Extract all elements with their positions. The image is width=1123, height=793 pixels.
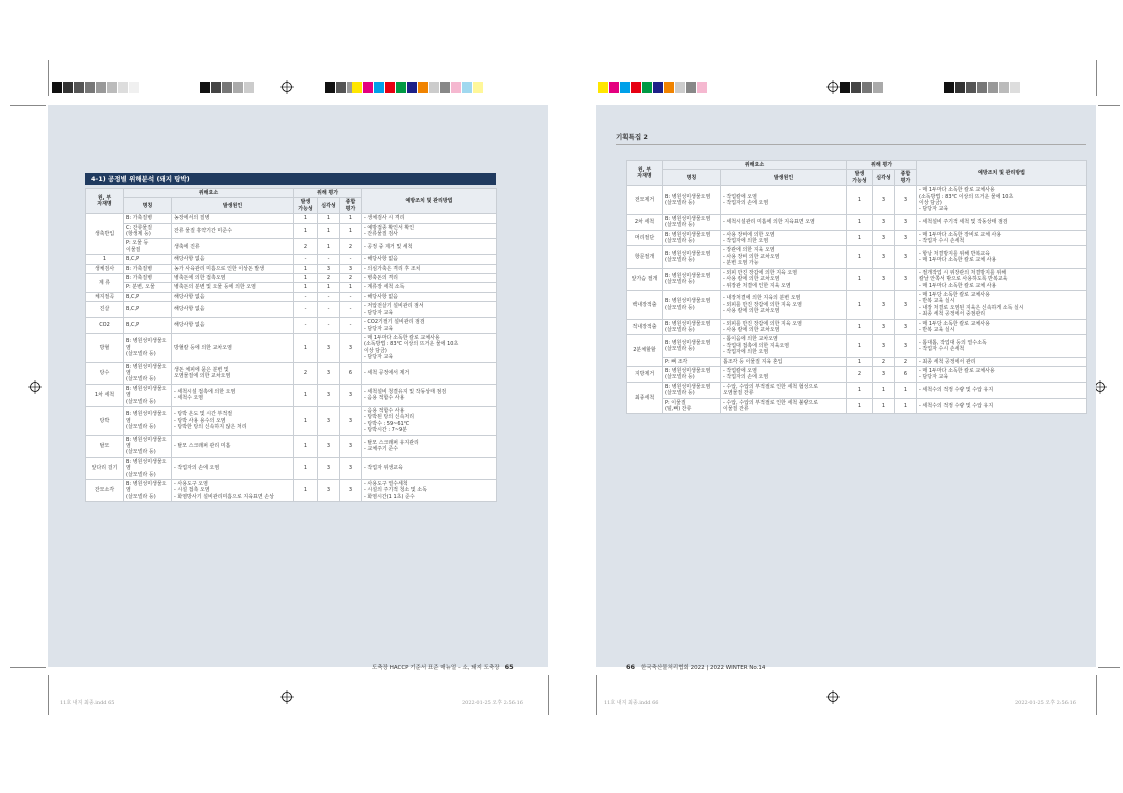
table-row xyxy=(86,264,497,273)
cell-control: - 세척설비 주기적 세척 및 작동상태 점검 xyxy=(917,214,1087,230)
registration-mark-icon xyxy=(826,80,840,94)
cell-control: - 세척수의 적정 수량 및 수압 유지 xyxy=(917,382,1087,398)
header-name: 명칭 xyxy=(663,170,721,186)
header-likelihood: 발생 가능성 xyxy=(294,198,318,214)
cell-severity: 3 xyxy=(318,384,340,406)
cell-process: 진살 xyxy=(86,302,124,318)
table-row xyxy=(86,406,497,435)
cell-likelihood: 1 xyxy=(294,480,318,502)
table-row xyxy=(86,292,497,301)
cell-likelihood: 1 xyxy=(294,283,318,292)
crop-mark xyxy=(548,675,549,715)
cell-control: - 매 1두마다 소독한 장비로 교체 사용 - 작업자 수시 손세척 xyxy=(917,230,1087,246)
cell-control: - 예방접종 확인서 확인 - 잔류물질 검사 xyxy=(362,223,497,239)
table-row xyxy=(86,480,497,502)
cell-likelihood: 1 xyxy=(294,214,318,223)
cell-total: 1 xyxy=(895,382,917,398)
cell-control: - 병축돈의 격리 xyxy=(362,274,497,283)
table-row xyxy=(627,214,1087,230)
cell-likelihood: 1 xyxy=(847,268,873,290)
header-control: 예방조치 및 관리방법 xyxy=(917,161,1087,186)
slug-left-file: 11호 내지 최종.indd 65 xyxy=(60,700,115,706)
cell-control: - 매 1두마다 소독한 칼로 교체사용 (소독방법 : 83℃ 이상의 뜨거운 물에 10초 이상 담금) - 담당자 교육 xyxy=(917,186,1087,215)
cell-severity: 3 xyxy=(318,406,340,435)
cell-control: - 해당사항 없음 xyxy=(362,292,497,301)
header-control: 예방조치 및 관리방법 xyxy=(362,189,497,214)
cell-total: 3 xyxy=(340,457,362,479)
header-eval-group: 위해 평가 xyxy=(294,189,362,198)
table-row xyxy=(86,435,497,457)
cell-total: 3 xyxy=(895,319,917,335)
cell-severity: 3 xyxy=(318,480,340,502)
cell-likelihood: 1 xyxy=(847,186,873,215)
cell-hazard-name: B: 병원성미생물오염 (살모넬라 등) xyxy=(124,384,172,406)
cell-hazard-name: B: 병원성미생물오염 (살모넬라 등) xyxy=(663,246,721,268)
cell-process: 머리절단 xyxy=(627,230,663,246)
cell-likelihood: 1 xyxy=(847,382,873,398)
table-row xyxy=(627,366,1087,382)
cell-hazard-name: B: 병원성미생물오염 (살모넬라 등) xyxy=(663,382,721,398)
cell-likelihood: 1 xyxy=(294,406,318,435)
slug-right-date: 2022-01-25 오후 2:56:16 xyxy=(1015,700,1076,706)
cell-severity: 3 xyxy=(873,214,895,230)
cell-hazard-name: P: 뼈 조각 xyxy=(663,357,721,366)
cell-process: 생체검사 xyxy=(86,264,124,273)
cell-cause: - 외피를 만진 장갑에 의한 지육 오염 - 사용 칼에 의한 교차오염 xyxy=(721,319,847,335)
cell-hazard-name: B: 병원성미생물오염 (살모넬라 등) xyxy=(124,435,172,457)
cell-total: - xyxy=(340,318,362,334)
table-row xyxy=(86,318,497,334)
cell-hazard-name: B: 가축질병 xyxy=(124,274,172,283)
cell-process: 최종세척 xyxy=(627,382,663,414)
cell-cause: 해당사항 없음 xyxy=(172,302,294,318)
cell-control: - 의심가축은 격리 후 조치 xyxy=(362,264,497,273)
cell-total: - xyxy=(340,255,362,264)
cell-total: 1 xyxy=(340,223,362,239)
cell-control: - 음용 적합수 사용 - 탕박된 탕의 신속처리 - 탕박수 : 59~61℃ - 탕박시간 : 7~9분 xyxy=(362,406,497,435)
cell-cause: 해당사항 없음 xyxy=(172,255,294,264)
cell-hazard-name: P: 분변, 오물 xyxy=(124,283,172,292)
cell-control: - 공정 중 제거 및 세척 xyxy=(362,239,497,255)
cell-process: 탈모 xyxy=(86,435,124,457)
cell-severity: 3 xyxy=(873,366,895,382)
header-process: 원, 부 자재명 xyxy=(627,161,663,186)
cell-likelihood: 2 xyxy=(847,366,873,382)
cell-total: 2 xyxy=(340,239,362,255)
cell-hazard-name: B: 병원성미생물오염 (살모넬라 등) xyxy=(663,290,721,319)
cell-likelihood: - xyxy=(294,318,318,334)
cell-total: 3 xyxy=(895,335,917,357)
cell-severity: - xyxy=(318,302,340,318)
table-row xyxy=(86,223,497,239)
cell-total: 3 xyxy=(340,435,362,457)
cell-process: 지방제거 xyxy=(627,366,663,382)
table-row xyxy=(627,246,1087,268)
cell-hazard-name: B,C,P xyxy=(124,318,172,334)
registration-mark-icon xyxy=(28,380,42,394)
cell-cause: - 작업칼에 오염 - 작업자의 손에 오염 xyxy=(721,186,847,215)
cell-likelihood: 1 xyxy=(847,398,873,414)
cell-likelihood: - xyxy=(294,255,318,264)
cell-control: - 사용도구 열수세척 - 시설의 주기적 청소 및 소독 - 화염시간(1 1초) 준수 xyxy=(362,480,497,502)
cell-control: - 세척 공정에서 제거 xyxy=(362,362,497,384)
cell-total: 6 xyxy=(340,362,362,384)
cell-hazard-name: B: 병원성미생물오염 (살모넬라 등) xyxy=(663,335,721,357)
header-severity: 심각성 xyxy=(873,170,895,186)
running-head-rule xyxy=(616,144,1086,145)
cell-process: 잔모소각 xyxy=(86,480,124,502)
cell-cause: 해당사항 없음 xyxy=(172,318,294,334)
cell-process: 앞가슴 절개 xyxy=(627,268,663,290)
crop-mark xyxy=(48,675,49,715)
cell-likelihood: 1 xyxy=(847,357,873,366)
running-head: 기획특집 2 xyxy=(616,133,648,141)
crop-mark xyxy=(1096,675,1097,715)
table-row xyxy=(627,335,1087,357)
cell-cause: - 세척시설관리 미흡에 의한 지육표면 오염 xyxy=(721,214,847,230)
cell-likelihood: - xyxy=(294,292,318,301)
cell-cause: 생돈 체피에 묻은 분변 및 오염물질에 의한 교차오염 xyxy=(172,362,294,384)
header-cause: 발생원인 xyxy=(721,170,847,186)
cell-severity: 3 xyxy=(318,362,340,384)
cell-total: 3 xyxy=(340,480,362,502)
cell-control: - 해당사항 없음 xyxy=(362,255,497,264)
cell-severity: 3 xyxy=(318,264,340,273)
cell-process: 백내장적출 xyxy=(627,290,663,319)
cell-cause: 방혈칼 등에 의한 교차오염 xyxy=(172,333,294,362)
table-row xyxy=(86,214,497,223)
cell-total: 6 xyxy=(895,366,917,382)
cell-total: 3 xyxy=(895,186,917,215)
cell-cause: - 수압, 수압의 부적절로 인한 세척 불량으로 이물질 잔류 xyxy=(721,398,847,414)
header-process: 원, 부 자재명 xyxy=(86,189,124,214)
cell-control: - 탈모 스크래퍼 유지관리 - 교체주기 준수 xyxy=(362,435,497,457)
cell-cause: 해당사항 없음 xyxy=(172,292,294,301)
cell-total: - xyxy=(340,292,362,301)
cell-control: - 저압전살기 설비관리 점서 - 담당자 교육 xyxy=(362,302,497,318)
cell-cause: - 톱이음에 의한 교차오염 - 작업대 접촉에 의한 지육오염 - 작업자에 의한 오염 xyxy=(721,335,847,357)
cell-likelihood: 1 xyxy=(294,274,318,283)
cell-control: - 톱대톱, 작업대 등의 열수소독 - 작업자 수시 손세척 xyxy=(917,335,1087,357)
cell-cause: 생축에 진류 xyxy=(172,239,294,255)
cell-likelihood: - xyxy=(294,302,318,318)
cell-hazard-name: B,C,P xyxy=(124,302,172,318)
table-row xyxy=(627,398,1087,414)
cell-likelihood: 1 xyxy=(294,223,318,239)
cell-severity: 1 xyxy=(318,283,340,292)
hazard-analysis-table-right xyxy=(626,160,1087,414)
cell-control: - 매 1두마다 소독한 칼로 교체사용 (소독방법 : 83℃ 이상의 뜨거운 물에 10초 이상 담금) - 담당자 교육 xyxy=(362,333,497,362)
table-row xyxy=(627,290,1087,319)
cell-hazard-name: P: 오물 등 이물질 xyxy=(124,239,172,255)
cell-likelihood: 1 xyxy=(294,264,318,273)
registration-mark-icon xyxy=(280,690,294,704)
cell-cause: - 사용도구 오염 - 시설 접촉 오염 - 화염방사기 설비관리미흡으로 지육표면 손상 xyxy=(172,480,294,502)
cell-likelihood: 2 xyxy=(294,239,318,255)
cell-likelihood: 1 xyxy=(847,319,873,335)
crop-mark xyxy=(596,675,597,715)
cell-cause: 농가 사육관리 미흡으로 인한 이상돈 발생 xyxy=(172,264,294,273)
cell-total: 3 xyxy=(340,333,362,362)
cell-severity: 3 xyxy=(873,268,895,290)
cell-control: - 매 1두당 소독한 칼로 교체사용 - 반복 교육 실시 - 내장 처결로 오염된 지육은 신속하게 소독 실시 - 최종 세척 공정에서 중점관리 xyxy=(917,290,1087,319)
cell-severity: - xyxy=(318,292,340,301)
cell-severity: 3 xyxy=(873,335,895,357)
header-name: 명칭 xyxy=(124,198,172,214)
cell-cause: - 수압, 수압의 부적절로 인한 세척 협성으로 오염물질 잔류 xyxy=(721,382,847,398)
cell-likelihood: 1 xyxy=(847,290,873,319)
cell-hazard-name: B: 병원성미생물오염 (살모넬라 등) xyxy=(124,333,172,362)
cell-total: 2 xyxy=(340,274,362,283)
table-row xyxy=(627,268,1087,290)
cell-total: 3 xyxy=(895,246,917,268)
cell-control: - 절개작업 시 위장관의 처결방지를 위해 칼날 안쪽서 밖으로 사용하도록 반복교육 - 매 1두마다 소독한 칼로 교체 사용 xyxy=(917,268,1087,290)
table-row xyxy=(86,457,497,479)
footer-text: 한국축산물처리협회 2022 | 2022 WINTER No.14 xyxy=(641,665,766,671)
cell-process: 2분체할할 xyxy=(627,335,663,367)
cell-process: 전모제거 xyxy=(627,186,663,215)
cell-process: 1 xyxy=(86,255,124,264)
cell-total: 1 xyxy=(340,214,362,223)
registration-mark-icon xyxy=(280,80,294,94)
header-likelihood: 발생 가능성 xyxy=(847,170,873,186)
slug-right-file: 11호 내지 최종.indd 66 xyxy=(604,700,659,706)
cell-total: 3 xyxy=(895,230,917,246)
color-bar-left-2 xyxy=(352,82,484,93)
crop-mark xyxy=(1098,105,1120,106)
table-row xyxy=(627,382,1087,398)
header-hazard-group: 위해요소 xyxy=(663,161,847,170)
cell-severity: 3 xyxy=(318,333,340,362)
cell-severity: 3 xyxy=(873,186,895,215)
cell-process: 앞다리 걸기 xyxy=(86,457,124,479)
cell-total: 1 xyxy=(895,398,917,414)
cell-total: 1 xyxy=(340,283,362,292)
cell-control: - 작업자 위생교육 xyxy=(362,457,497,479)
hazard-analysis-table-left xyxy=(85,188,497,502)
cell-total: 2 xyxy=(895,357,917,366)
table-row xyxy=(86,302,497,318)
cell-total: 3 xyxy=(895,214,917,230)
footer-text: 도축장 HACCP 기준서 표준 매뉴얼 – 소, 돼지 도축장 xyxy=(372,665,500,671)
cell-process: 생축반입 xyxy=(86,214,124,255)
cell-total: 3 xyxy=(895,268,917,290)
cell-cause: - 탈모 스크래퍼 관리 미흡 xyxy=(172,435,294,457)
footer-right xyxy=(626,663,765,671)
cell-severity: 1 xyxy=(318,223,340,239)
cell-likelihood: 1 xyxy=(847,335,873,357)
cell-cause: - 세척시설 접촉에 의한 오염 - 세척수 오염 xyxy=(172,384,294,406)
table-row xyxy=(627,230,1087,246)
cell-likelihood: 1 xyxy=(294,333,318,362)
table-row xyxy=(86,384,497,406)
cell-hazard-name: B: 가축질병 xyxy=(124,214,172,223)
cell-total: 3 xyxy=(340,406,362,435)
cell-process: CO2 xyxy=(86,318,124,334)
cell-process: 2차 세척 xyxy=(627,214,663,230)
cell-likelihood: 2 xyxy=(294,362,318,384)
cell-cause: - 사용 장비에 의한 오염 - 작업자에 의한 오염 xyxy=(721,230,847,246)
cell-process: 계 류 xyxy=(86,274,124,293)
table-row xyxy=(627,319,1087,335)
cell-hazard-name: B: 병원성미생물오염 (살모넬라 등) xyxy=(663,366,721,382)
table-row xyxy=(627,357,1087,366)
cell-severity: 3 xyxy=(873,246,895,268)
cell-cause: - 외피 만진 장갑에 의한 지육 오염 - 사용 칼에 의한 교차오염 - 위장관 처결에 인한 지육 오염 xyxy=(721,268,847,290)
cell-likelihood: 1 xyxy=(294,457,318,479)
cell-cause: - 탕박 온도 및 시간 부적절 - 탕박 사용 용수의 오염 - 탕박한 탕의 신속하지 않은 처리 xyxy=(172,406,294,435)
cell-likelihood: 1 xyxy=(847,246,873,268)
footer-left xyxy=(372,663,514,671)
section-title: 4-1) 공정별 위해분석 (돼지 탕박) xyxy=(85,173,496,185)
cell-hazard-name: B: 가축질병 xyxy=(124,264,172,273)
cell-hazard-name: B: 병원성미생물오염 (살모넬라 등) xyxy=(663,186,721,215)
cell-control: - 계류장 세척 소독 xyxy=(362,283,497,292)
header-hazard-group: 위해요소 xyxy=(124,189,294,198)
cell-severity: 3 xyxy=(318,435,340,457)
cell-control: - 매 1두당 소독한 칼로 교체사용 - 반복 교육 실시 xyxy=(917,319,1087,335)
table-row xyxy=(86,274,497,283)
cell-hazard-name: B: 병원성미생물오염 (살모넬라 등) xyxy=(124,480,172,502)
table-row xyxy=(86,255,497,264)
cell-cause: 톱조각 등 이물질 지육 혼입 xyxy=(721,357,847,366)
registration-mark-icon xyxy=(826,690,840,704)
cell-severity: 1 xyxy=(873,398,895,414)
color-bar-left xyxy=(52,82,369,93)
header-cause: 발생원인 xyxy=(172,198,294,214)
cell-process: 탕수 xyxy=(86,362,124,384)
cell-process: 1차 세척 xyxy=(86,384,124,406)
crop-mark xyxy=(10,105,46,106)
cell-severity: 3 xyxy=(873,290,895,319)
cell-total: 3 xyxy=(895,290,917,319)
crop-mark xyxy=(1096,60,1097,96)
header-total: 종합 평가 xyxy=(340,198,362,214)
cell-severity: 1 xyxy=(318,214,340,223)
table-row xyxy=(86,239,497,255)
table-row xyxy=(86,333,497,362)
cell-total: 3 xyxy=(340,384,362,406)
cell-process: 체지절곡 xyxy=(86,292,124,301)
page-number: 65 xyxy=(504,663,514,671)
cell-control: - 최종 세척 공정에서 관리 xyxy=(917,357,1087,366)
cell-likelihood: 1 xyxy=(294,384,318,406)
table-row xyxy=(86,283,497,292)
cell-hazard-name: B: 병원성미생물오염 (살모넬라 등) xyxy=(124,406,172,435)
cell-process: 탕박 xyxy=(86,406,124,435)
cell-control: - 생체검사 시 격리 xyxy=(362,214,497,223)
cell-control: - 세척수의 적정 수량 및 수압 유지 xyxy=(917,398,1087,414)
cell-hazard-name: B: 병원성미생물오염 (살모넬라 등) xyxy=(124,457,172,479)
cell-severity: 2 xyxy=(318,274,340,283)
cell-severity: 3 xyxy=(873,319,895,335)
cell-hazard-name: B: 병원성미생물오염 (살모넬라 등) xyxy=(663,319,721,335)
cell-hazard-name: B: 병원성미생물오염 (살모넬라 등) xyxy=(663,214,721,230)
cell-cause: - 작업자의 손에 오염 xyxy=(172,457,294,479)
cell-cause: 병축돈의 분변 및 오물 등에 의한 오염 xyxy=(172,283,294,292)
header-severity: 심각성 xyxy=(318,198,340,214)
cell-process: 항문절개 xyxy=(627,246,663,268)
cell-process: 방혈 xyxy=(86,333,124,362)
cell-total: - xyxy=(340,302,362,318)
color-bar-right xyxy=(598,82,708,93)
table-row xyxy=(86,362,497,384)
cell-severity: - xyxy=(318,255,340,264)
table-row xyxy=(627,186,1087,215)
slug-left-date: 2022-01-25 오후 2:56:16 xyxy=(462,700,523,706)
cell-likelihood: 1 xyxy=(847,230,873,246)
cell-control: - CO2기절기 설비관리 점검 - 담당자 교육 xyxy=(362,318,497,334)
cell-cause: - 내장처결에 의한 지육의 분변 오염 - 외피를 만진 장갑에 의한 지육 오염 - 사용 칼에 의한 교차오염 xyxy=(721,290,847,319)
cell-control: - 항낭 처결방지를 위해 반복교육 - 매 1두마다 소독한 칼로 교체 사용 xyxy=(917,246,1087,268)
cell-cause: - 장관에 의한 지육 오염 - 사용 장비 의한 교차오염 - 분변 오염 가능 xyxy=(721,246,847,268)
cell-hazard-name: B,C,P xyxy=(124,255,172,264)
cell-cause: 잔류 물질 휴약기간 미준수 xyxy=(172,223,294,239)
header-total: 종합 평가 xyxy=(895,170,917,186)
cell-hazard-name: B: 병원성미생물오염 (살모넬라 등) xyxy=(663,268,721,290)
cell-cause: 병축돈에 의한 접촉오염 xyxy=(172,274,294,283)
crop-mark xyxy=(10,667,46,668)
cell-control: - 매 1두마다 소독한 칼로 교체사용 - 담당자 교육 xyxy=(917,366,1087,382)
cell-hazard-name: B,C,P xyxy=(124,292,172,301)
cell-severity: 3 xyxy=(318,457,340,479)
crop-mark xyxy=(1098,667,1120,668)
page-number: 66 xyxy=(626,663,636,671)
cell-control: - 세척설비 청결유지 및 작동상태 점검 - 음용 적합수 사용 xyxy=(362,384,497,406)
cell-severity: 1 xyxy=(873,382,895,398)
cell-likelihood: 1 xyxy=(294,435,318,457)
cell-hazard-name: P: 이물질 (털,뼈) 잔류 xyxy=(663,398,721,414)
cell-severity: 3 xyxy=(873,230,895,246)
crop-mark xyxy=(48,60,49,96)
header-eval-group: 위해 평가 xyxy=(847,161,917,170)
cell-cause: 농장에서의 질병 xyxy=(172,214,294,223)
cell-severity: 2 xyxy=(873,357,895,366)
cell-severity: 1 xyxy=(318,239,340,255)
cell-cause: - 작업칼에 오염 - 작업자의 손에 오염 xyxy=(721,366,847,382)
color-bar-right-2 xyxy=(840,82,1021,93)
cell-hazard-name: C: 잔류물질 (항생제 등) xyxy=(124,223,172,239)
cell-total: 3 xyxy=(340,264,362,273)
cell-severity: - xyxy=(318,318,340,334)
cell-hazard-name: B: 병원성미생물오염 (살모넬라 등) xyxy=(663,230,721,246)
cell-process: 적내장적출 xyxy=(627,319,663,335)
cell-hazard-name: B: 병원성미생물오염 (살모넬라 등) xyxy=(124,362,172,384)
cell-likelihood: 1 xyxy=(847,214,873,230)
